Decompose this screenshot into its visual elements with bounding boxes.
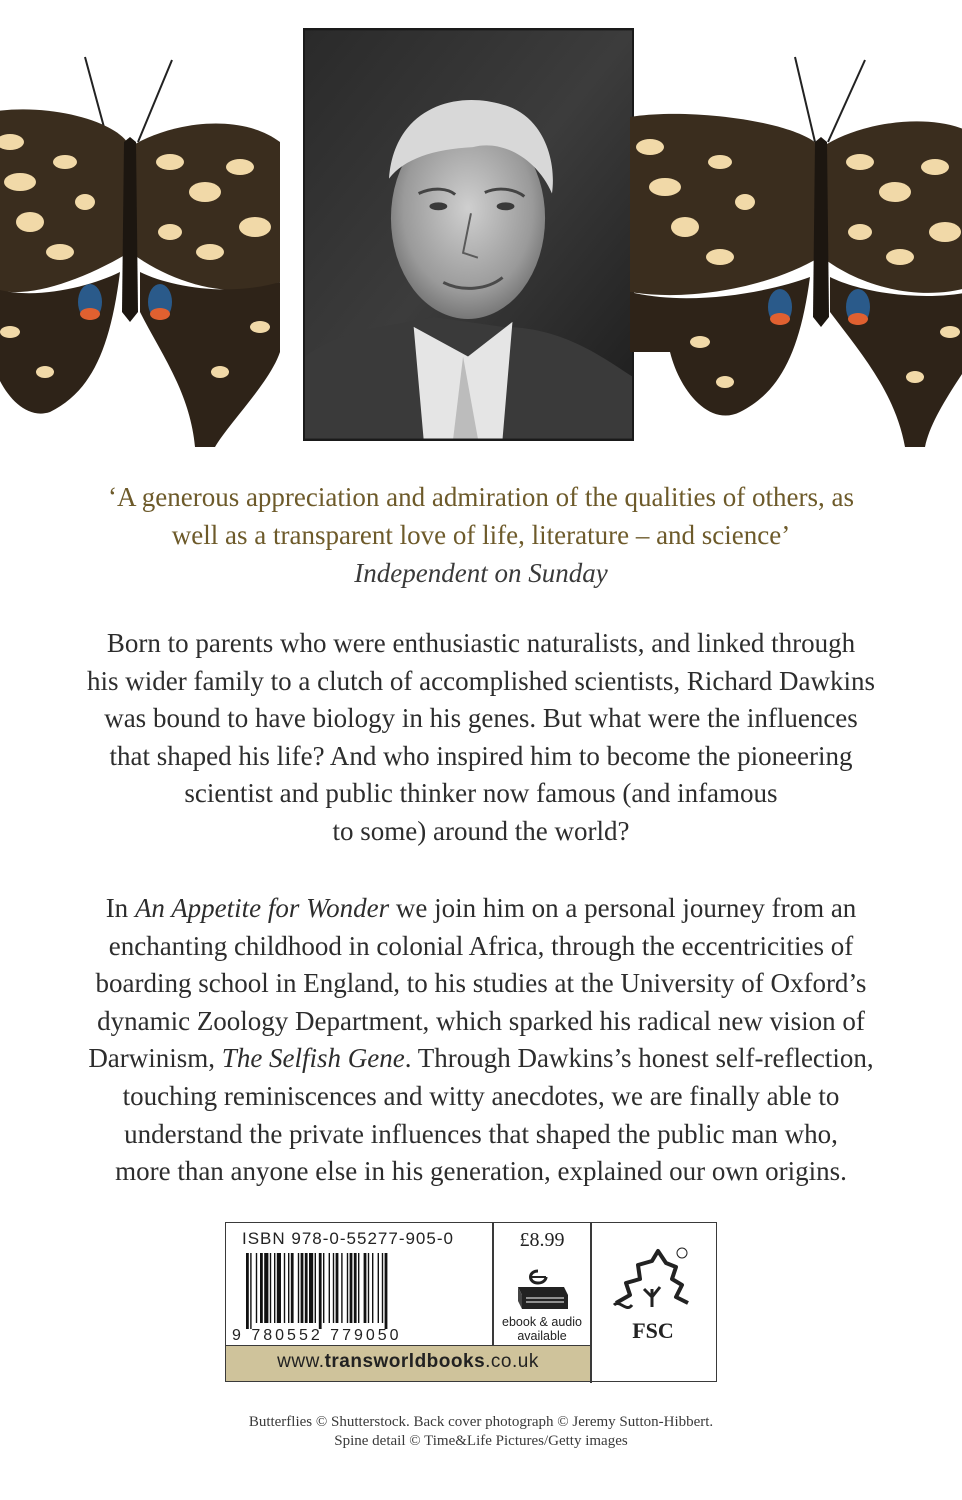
blurb-line: that shaped his life? And who inspired him to become the pioneering [109, 740, 853, 771]
quote-source: Independent on Sunday [354, 558, 608, 588]
quote-line-1: ‘A generous appreciation and admiration of the qualities of others, as [107, 482, 855, 512]
barcode-bar [291, 1253, 294, 1323]
barcode-bar [329, 1253, 330, 1323]
blurb-line [28, 1040, 934, 1078]
blurb-paragraph-2 [28, 890, 934, 1191]
blurb-line: dynamic Zoology Department, which sparked his radical new vision of [97, 1005, 865, 1036]
divider [590, 1223, 592, 1383]
barcode-bar [364, 1253, 367, 1323]
isbn-label: ISBN 978-0-55277-905-0 [242, 1229, 454, 1248]
barcode-bar [372, 1253, 373, 1323]
line-text: . Through Dawkins’s honest self-reflection, [404, 1043, 874, 1074]
barcode-bar [274, 1253, 275, 1323]
blurb-paragraph-1 [28, 625, 934, 851]
barcode-bar [319, 1253, 322, 1329]
barcode-bar [333, 1253, 334, 1323]
barcode-bar [298, 1253, 299, 1323]
barcode-digits: 9 780552 779050 [232, 1327, 402, 1344]
website-name: transworldbooks [324, 1351, 486, 1372]
image-credits [150, 1413, 812, 1451]
ebook-line: ebook & audio [502, 1315, 582, 1329]
barcode-bar [260, 1253, 263, 1323]
barcode-bar [341, 1253, 342, 1323]
barcode-bar [309, 1253, 313, 1323]
isbn-barcode-panel [225, 1222, 717, 1382]
barcode-bar [385, 1253, 388, 1329]
butterfly-left-image [0, 52, 290, 452]
blurb-line: Born to parents who were enthusiastic naturalists, and linked through [106, 628, 856, 658]
author-photo [303, 28, 634, 441]
website-prefix: www. [277, 1351, 325, 1372]
barcode-bar [288, 1253, 289, 1323]
fsc-label: FSC [632, 1318, 674, 1343]
quote-line-2: well as a transparent love of life, literature – and science’ [171, 520, 791, 550]
book-title: An Appetite for Wonder [134, 893, 390, 923]
ebook-line: available [517, 1329, 567, 1343]
line-text: In [105, 893, 135, 923]
website-bar [226, 1345, 590, 1381]
barcode-bar [368, 1253, 369, 1323]
credits-line: Butterflies © Shutterstock. Back cover photograph © Jeremy Sutton-Hibbert. [248, 1414, 714, 1430]
barcode-bar [246, 1253, 249, 1329]
line-text: we join him on a personal journey from an [389, 893, 857, 923]
barcode-bar [354, 1253, 357, 1323]
barcode-bar [250, 1253, 251, 1329]
blurb-line: boarding school in England, to his studies at the University of Oxford’s [95, 968, 867, 999]
blurb-line: was bound to have biology in his genes. But what were the influences [104, 703, 858, 734]
barcode-bar [350, 1253, 353, 1323]
barcode-bar [323, 1253, 324, 1323]
barcode-bar [284, 1253, 285, 1323]
ebook-availability [494, 1315, 590, 1343]
line-text: Darwinism, [88, 1043, 222, 1074]
website-url [226, 1351, 590, 1373]
barcode-bar [305, 1253, 308, 1323]
barcode-bar [277, 1253, 281, 1323]
blurb-line: scientist and public thinker now famous (and infamous [184, 778, 778, 809]
butterfly-right-image [630, 52, 962, 452]
credits-line: Spine detail © Time&Life Pictures/Getty images [334, 1433, 628, 1449]
barcode-bar [382, 1253, 383, 1323]
barcode-bar [264, 1253, 268, 1323]
blurb-line: touching reminiscences and witty anecdotes, we are finally able to [122, 1080, 840, 1111]
barcode-bar [315, 1253, 316, 1323]
price: £8.99 [519, 1229, 565, 1251]
fsc-logo-icon [610, 1243, 696, 1345]
blurb-line [28, 890, 934, 928]
barcode-bar [256, 1253, 257, 1323]
ebook-icon [508, 1265, 574, 1313]
blurb-line: understand the private influences that shaped the public man who, [124, 1118, 838, 1149]
barcode-bar [336, 1253, 339, 1323]
barcode-bar [378, 1253, 379, 1323]
barcode-bar [270, 1253, 271, 1323]
book-title: The Selfish Gene [221, 1043, 405, 1074]
blurb-line: his wider family to a clutch of accomplished scientists, Richard Dawkins [86, 665, 876, 696]
barcode-bar [301, 1253, 304, 1323]
barcode-image [246, 1253, 482, 1329]
barcode-bar [347, 1253, 348, 1323]
barcode-bar [358, 1253, 359, 1323]
website-suffix: .co.uk [485, 1351, 539, 1372]
blurb-line: enchanting childhood in colonial Africa, through the eccentricities of [108, 930, 854, 961]
blurb-line: more than anyone else in his generation, explained our own origins. [115, 1156, 847, 1187]
blurb-line: to some) around the world? [332, 815, 630, 846]
review-quote [40, 478, 922, 554]
